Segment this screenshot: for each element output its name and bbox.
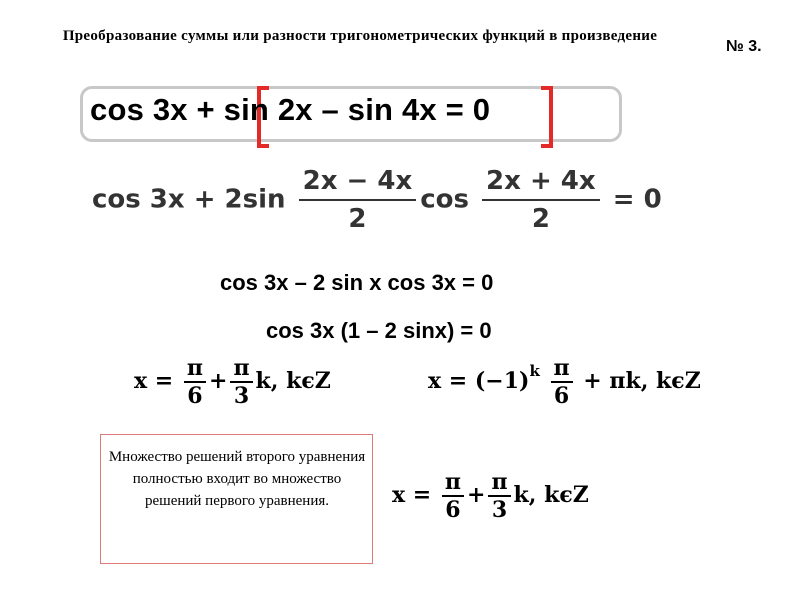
sol2-suffix: + πk, kϵZ	[583, 368, 701, 394]
sol1-fraction-2	[230, 356, 252, 408]
note-text: Множество решений второго уравнения полностью входит во множество решений первого уравнения.	[108, 449, 366, 509]
sol1-suffix: k, kϵZ	[255, 368, 331, 394]
solution-1	[134, 356, 331, 408]
final-fraction-1	[442, 470, 464, 522]
step1-suffix: = 0	[612, 184, 662, 215]
step1-fraction-1	[299, 166, 417, 234]
step1-frac2-denominator: 2	[531, 204, 550, 234]
slide-title: Преобразование суммы или разности тригонометрических функций в произведение	[62, 28, 658, 44]
step1-frac2-numerator: 2x + 4x	[482, 166, 600, 201]
final-suffix: k, kϵZ	[513, 482, 589, 508]
sol1-plus: +	[209, 368, 228, 394]
final-plus: +	[467, 482, 486, 508]
sol1-frac2-denominator: 3	[233, 383, 250, 409]
sol1-frac1-denominator: 6	[187, 383, 203, 409]
final-frac2-numerator: π	[488, 470, 510, 497]
step2-equation: cos 3x – 2 sin x cos 3x = 0	[220, 270, 494, 295]
sol2-prefix: x = (−1)	[428, 368, 530, 394]
step1-fraction-2	[482, 166, 600, 234]
sol1-frac1-numerator: π	[184, 356, 206, 383]
right-bracket-highlight	[541, 86, 553, 148]
problem-number: № 3.	[726, 38, 762, 55]
main-equation: cos 3x + sin 2x – sin 4x = 0	[90, 92, 491, 127]
final-frac1-numerator: π	[442, 470, 464, 497]
final-frac1-denominator: 6	[445, 497, 461, 523]
sol2-frac-numerator: π	[551, 356, 573, 383]
step3-equation: cos 3x (1 – 2 sinx) = 0	[266, 318, 492, 343]
final-fraction-2	[488, 470, 510, 522]
step1-equation	[92, 166, 662, 234]
step1-middle: cos	[420, 184, 469, 215]
final-prefix: x =	[392, 482, 432, 508]
sol2-fraction	[551, 356, 573, 408]
sol2-frac-denominator: 6	[553, 383, 570, 409]
sol1-frac2-numerator: π	[230, 356, 252, 383]
final-frac2-denominator: 3	[491, 497, 508, 523]
sol1-fraction-1	[184, 356, 206, 408]
step1-frac1-denominator: 2	[348, 204, 367, 234]
sol2-exponent: k	[529, 362, 540, 380]
final-solution	[392, 470, 589, 522]
step1-prefix: cos 3x + 2sin	[92, 184, 286, 215]
step1-frac1-numerator: 2x − 4x	[299, 166, 417, 201]
solution-2	[428, 356, 701, 408]
sol1-prefix: x =	[134, 368, 174, 394]
